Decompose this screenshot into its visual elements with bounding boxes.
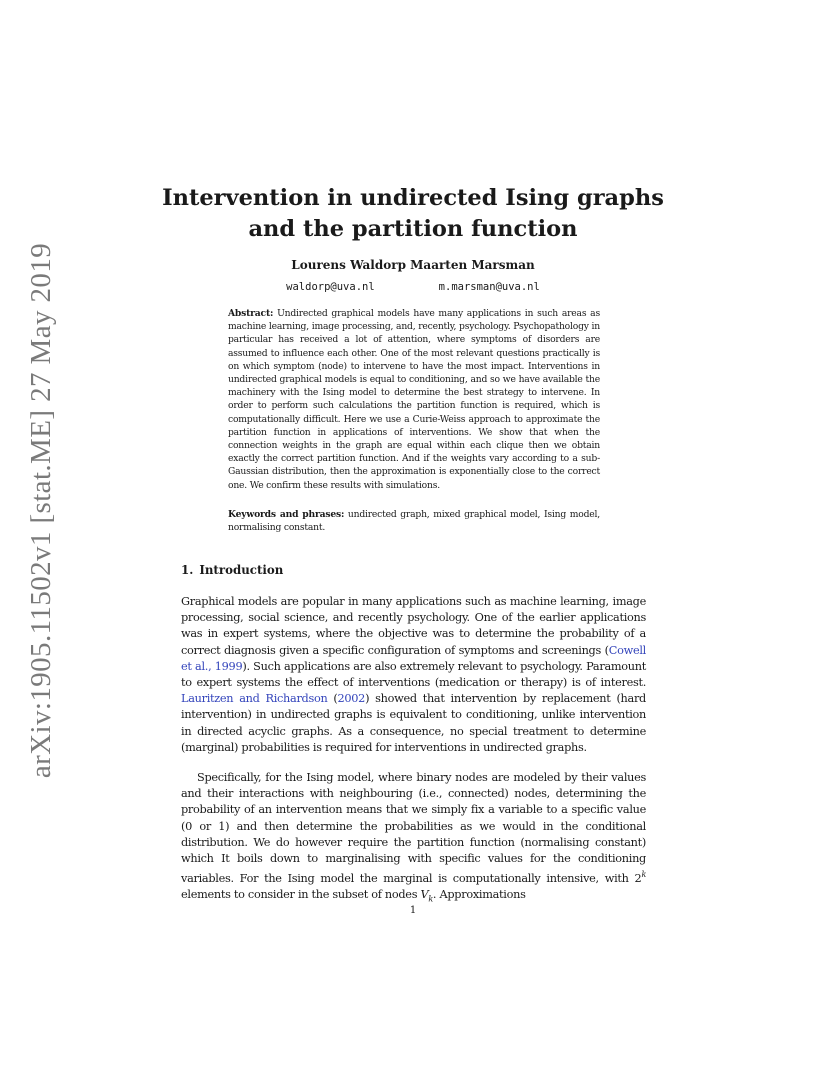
abstract-text: Undirected graphical models have many applications in such areas as machine learning, image processing, and, recently, psychology. Psychopathology in particular has received a lot of attention, where symptoms of disorders are assumed to influence each other. One of the most relevant questions practically is on which symptom (node) to intervene to have the most impact. Interventions in undirected graphical models is equal to conditioning, and so we have available the machinery with the Ising model to determine the best strategy to intervene. In order to perform such calculations the partition function is required, which is computationally difficult. Here we use a Curie-Weiss approach to approximate the partition function in applications of interventions. We show that when the connection weights in the graph are equal within each clique then we obtain exactly the correct partition function. And if the weights vary according to a sub-Gaussian distribution, then the approximation is exponentially close to the correct one. We confirm these results with simulations. bbox=[228, 308, 600, 491]
para1-paren-open: ( bbox=[327, 692, 338, 706]
exponent-k: k bbox=[641, 870, 646, 880]
abstract-label: Abstract: bbox=[228, 308, 274, 319]
para1-paren-close: ) bbox=[365, 692, 370, 706]
para1-text-b: ). Such applications are also extremely relevant to psychology. Paramount to expert systems the effect of interventions (medication or therapy) is of interest. bbox=[181, 659, 646, 690]
citation-cowell[interactable]: Cowell et al., 1999 bbox=[181, 643, 646, 673]
intro-paragraph-1 bbox=[181, 594, 646, 756]
para2-text-c: . Approximations bbox=[432, 888, 526, 902]
variable-v: V bbox=[420, 888, 429, 902]
title-line-2: and the partition function bbox=[248, 216, 578, 242]
subscript-k: k bbox=[428, 894, 433, 904]
para1-text-c: showed that intervention by replacement (hard intervention) in undirected graphs is equivalent to conditioning, unlike intervention in directed acyclic graphs. As a consequence, no special treatment to determine (marginal) probabilities is required for interventions in undirected graphs. bbox=[181, 692, 646, 754]
keywords-text: undirected graph, mixed graphical model, Ising model, normalising constant. bbox=[228, 509, 600, 534]
section-heading bbox=[181, 562, 283, 578]
para2-text-b: elements to consider in the subset of nodes bbox=[181, 888, 421, 902]
section-title: Introduction bbox=[199, 563, 284, 577]
email-marsman: m.marsman@uva.nl bbox=[438, 281, 540, 293]
intro-paragraph-2 bbox=[181, 770, 646, 908]
title-line-1: Intervention in undirected Ising graphs bbox=[162, 185, 664, 211]
paper-title bbox=[160, 183, 666, 245]
para2-text-a: Specifically, for the Ising model, where binary nodes are modeled by their values and their interactions with neighbouring (i.e., connected) nodes, determining the probability of an intervention means that we simply fix a variable to a specific value (0 or 1) and then determine the probabilities as we would in the conditional distribution. We do however require the partition function (normalising constant) which It boils down to marginalising with specific values for the conditioning variables. For the Ising model the marginal is computationally intensive, with 2 bbox=[181, 771, 646, 885]
authors: Lourens Waldorp Maarten Marsman bbox=[291, 258, 535, 272]
keywords bbox=[228, 508, 600, 534]
arxiv-identifier-sidebar bbox=[20, 242, 64, 778]
citation-lauritzen-name[interactable]: Lauritzen and Richardson bbox=[181, 692, 328, 706]
page-number: 1 bbox=[409, 905, 417, 916]
arxiv-stamp: arXiv:1905.11502v1 [stat.ME] 27 May 2019 bbox=[25, 242, 58, 778]
keywords-label: Keywords and phrases: bbox=[228, 509, 345, 520]
email-waldorp: waldorp@uva.nl bbox=[286, 281, 375, 293]
author-emails bbox=[160, 281, 666, 293]
para1-text-a: Graphical models are popular in many applications such as machine learning, image processing, social science, and recently psychology. One of the earlier applications was in expert systems, where the objective was to determine the probability of a correct diagnosis given a specific configuration of symptoms and screenings ( bbox=[181, 595, 646, 657]
citation-lauritzen-year[interactable]: 2002 bbox=[337, 692, 366, 706]
section-number: 1. bbox=[181, 563, 194, 577]
abstract bbox=[228, 307, 600, 492]
